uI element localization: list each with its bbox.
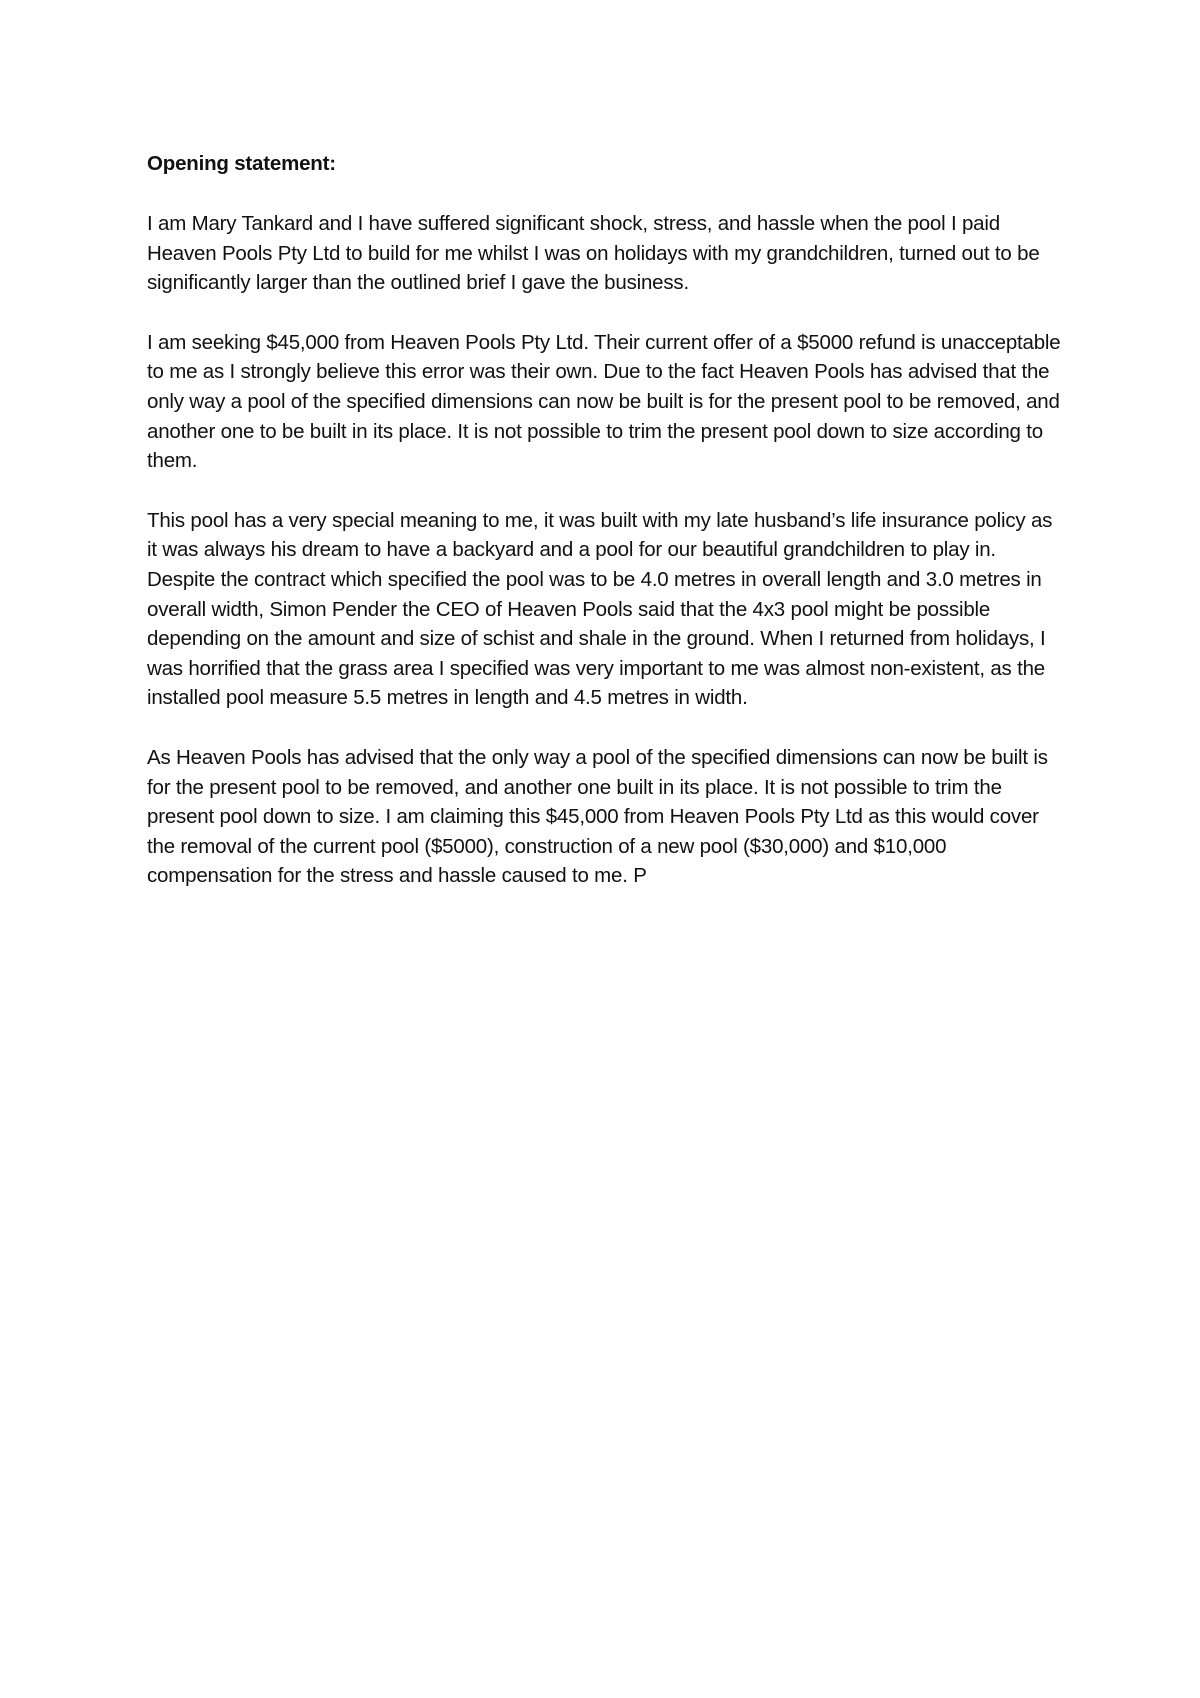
document-body [147, 149, 1067, 921]
paragraph-introduction: I am Mary Tankard and I have suffered significant shock, stress, and hassle when the pool I paid Heaven Pools Pty Ltd to build for me whilst I was on holidays with my grandchildren, turned out to be significantly larger than the outlined brief I gave the business. [147, 212, 1040, 295]
paragraph-claim-amount: I am seeking $45,000 from Heaven Pools Pty Ltd. Their current offer of a $5000 refund is unacceptable to me as I strongly believe this error was their own. Due to the fact Heaven Pools has advised that the only way a pool of the specified dimensions can now be built is for the present pool to be removed, and another one to be built in its place. It is not possible to trim the present pool down to size according to them. [147, 330, 1061, 473]
opening-statement-heading: Opening statement: [147, 152, 336, 175]
paragraph-claim-breakdown: As Heaven Pools has advised that the only way a pool of the specified dimensions can now be built is for the present pool to be removed, and another one built in its place. It is not possible to trim the present pool down to size. I am claiming this $45,000 from Heaven Pools Pty Ltd as this would cover the removal of the current pool ($5000), construction of a new pool ($30,000) and $10,000 compensation for the stress and hassle caused to me. P [147, 745, 1048, 888]
paragraph-background: This pool has a very special meaning to me, it was built with my late husband’s life insurance policy as it was always his dream to have a backyard and a pool for our beautiful grandchildren to play in. Despite the contract which specified the pool was to be 4.0 metres in overall length and 3.0 metres in overall width, Simon Pender the CEO of Heaven Pools said that the 4x3 pool might be possible depending on the amount and size of schist and shale in the ground. When I returned from holidays, I was horrified that the grass area I specified was very important to me was almost non-existent, as the installed pool measure 5.5 metres in length and 4.5 metres in width. [147, 508, 1053, 710]
